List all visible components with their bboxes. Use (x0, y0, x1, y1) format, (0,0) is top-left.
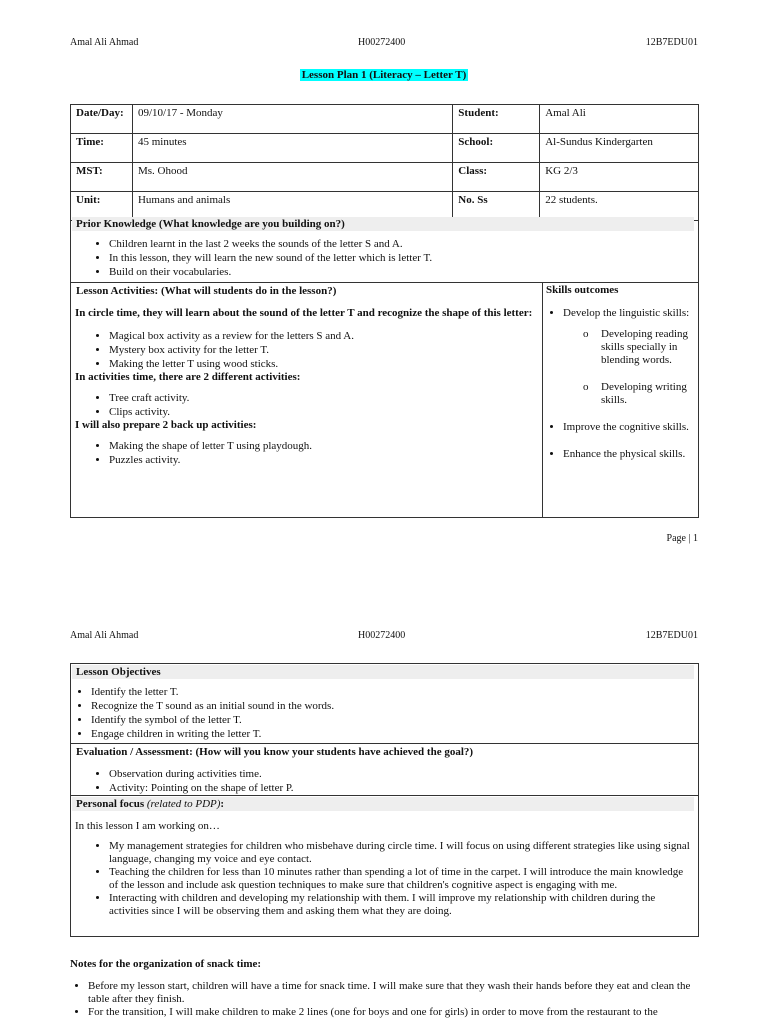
prior-knowledge-list (71, 237, 698, 279)
header-course-code: 12B7EDU01 (645, 37, 698, 48)
lesson-objectives-section (70, 663, 699, 744)
list-item: • Magical box activity as a review for the letters S and A. (109, 329, 542, 343)
list-item: • In this lesson, they will learn the new sound of the letter which is letter T. (109, 251, 698, 265)
meta-value: 22 students. (540, 192, 699, 221)
evaluation-heading: Evaluation / Assessment: (How will you know your students have achieved the goal?) (72, 745, 694, 759)
evaluation-list (71, 767, 698, 795)
evaluation-section (70, 743, 699, 796)
list-item: • Clips activity. (109, 405, 542, 419)
meta-label: No. Ss (453, 192, 540, 221)
personal-focus-intro: In this lesson I am working on… (75, 820, 220, 832)
skills-list (543, 307, 698, 461)
skills-heading: Skills outcomes (546, 284, 619, 296)
personal-focus-heading: Personal focus (related to PDP): (72, 797, 694, 811)
list-item: • For the transition, I will make children to make 2 lines (one for boys and one for girls) in order to move from the restaurant to the (88, 1006, 699, 1019)
meta-label: Class: (453, 163, 540, 192)
backup-heading: I will also prepare 2 back up activities: (75, 419, 257, 431)
list-item: • Mystery box activity for the letter T. (109, 343, 542, 357)
list-item: • Making the shape of letter T using playdough. (109, 439, 542, 453)
list-item: • Teaching the children for less than 10 minutes rather than spending a lot of time in the carpet. I will introduce the main knowledge of the lesson and include ask question techniques to make sure that children's cognitive aspect is engaging with me. (109, 866, 690, 892)
activities-time-list (71, 391, 542, 419)
lesson-plan-title: Lesson Plan 1 (Literacy – Letter T) (301, 69, 467, 81)
meta-value: Al-Sundus Kindergarten (540, 134, 699, 163)
activities-intro: In circle time, they will learn about the sound of the letter T and recognize the shape of this letter: (75, 307, 533, 319)
list-item: • Develop the linguistic skills: o Developing reading skills specially in blending words. o Developing writing skills. (563, 307, 698, 407)
header-author: Amal Ali Ahmad (70, 37, 139, 48)
header-student-id: H00272400 (358, 630, 406, 641)
list-item: • Making the letter T using wood sticks. (109, 357, 542, 371)
table-row (71, 134, 699, 163)
meta-value: 45 minutes (132, 134, 452, 163)
personal-focus-section (70, 795, 699, 937)
skills-sublist (563, 328, 698, 407)
list-item: • Activity: Pointing on the shape of letter P. (109, 781, 698, 795)
list-item: • Recognize the T sound as an initial sound in the words. (91, 699, 698, 713)
meta-value: KG 2/3 (540, 163, 699, 192)
meta-value: Ms. Ohood (132, 163, 452, 192)
list-item: • Before my lesson start, children will have a time for snack time. I will make sure that they wash their hands before they eat and clean the table after they finish. (88, 980, 699, 1006)
list-item: • Engage children in writing the letter T. (91, 727, 698, 741)
meta-label: School: (453, 134, 540, 163)
list-item: • Interacting with children and developing my relationship with them. I will improve my relationship with children during the activities since I will be observing them and asking them what they are doing. (109, 892, 690, 918)
objectives-heading: Lesson Objectives (72, 665, 694, 679)
lesson-activities-section (70, 282, 543, 518)
activities-heading: Lesson Activities: (What will students do in the lesson?) (72, 284, 542, 298)
prior-knowledge-heading: Prior Knowledge (What knowledge are you building on?) (72, 217, 694, 231)
meta-label: Unit: (71, 192, 133, 221)
table-row (71, 105, 699, 134)
lesson-meta-table (70, 104, 699, 221)
personal-focus-list (71, 840, 698, 918)
list-item: o Developing reading skills specially in blending words. (583, 328, 698, 367)
list-item: • Identify the letter T. (91, 685, 698, 699)
list-item: o Developing writing skills. (583, 381, 698, 407)
list-item: • My management strategies for children who misbehave during circle time. I will focus on using different strategies like using signal language, changing my voice and eye contact. (109, 840, 690, 866)
list-item: • Tree craft activity. (109, 391, 542, 405)
meta-label: MST: (71, 163, 133, 192)
list-item: • Puzzles activity. (109, 453, 542, 467)
list-item: • Enhance the physical skills. (563, 448, 698, 461)
meta-label: Date/Day: (71, 105, 133, 134)
objectives-list (71, 685, 698, 741)
header-author: Amal Ali Ahmad (70, 630, 139, 641)
list-item: • Children learnt in the last 2 weeks the sounds of the letter S and A. (109, 237, 698, 251)
circle-time-list (71, 329, 542, 371)
prior-knowledge-section (70, 216, 699, 283)
snack-notes-section (70, 958, 699, 1019)
backup-list (71, 439, 542, 467)
skills-outcomes-section (542, 282, 699, 518)
list-item: • Improve the cognitive skills. (563, 421, 698, 434)
header-student-id: H00272400 (358, 37, 406, 48)
meta-label: Time: (71, 134, 133, 163)
activities-time-heading: In activities time, there are 2 different activities: (75, 371, 301, 383)
list-item: • Build on their vocabularies. (109, 265, 698, 279)
meta-value: Amal Ali (540, 105, 699, 134)
table-row (71, 163, 699, 192)
list-item: • Identify the symbol of the letter T. (91, 713, 698, 727)
list-item: • Observation during activities time. (109, 767, 698, 781)
page-number: Page | 1 (666, 533, 698, 544)
meta-value: 09/10/17 - Monday (132, 105, 452, 134)
snack-notes-list (70, 980, 699, 1019)
meta-value: Humans and animals (132, 192, 452, 221)
header-course-code: 12B7EDU01 (645, 630, 698, 641)
meta-label: Student: (453, 105, 540, 134)
snack-notes-heading: Notes for the organization of snack time: (70, 958, 262, 970)
